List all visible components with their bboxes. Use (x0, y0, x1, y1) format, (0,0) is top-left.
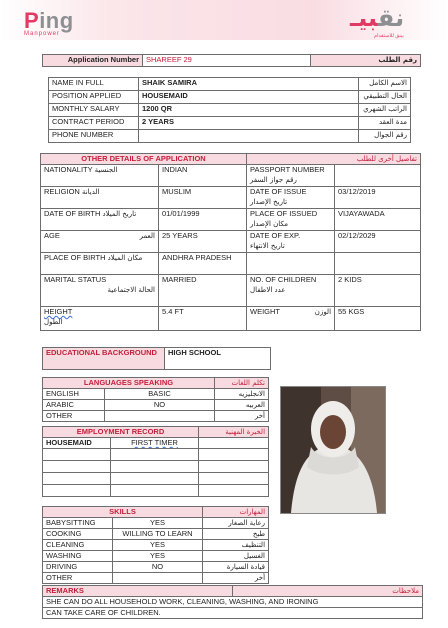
other-details-table (40, 153, 421, 331)
applicant-photo (280, 386, 386, 514)
personal-label: NAME IN FULL (49, 78, 139, 91)
skill-value: YES (113, 518, 203, 529)
detail-value: 01/01/1999 (159, 209, 247, 231)
personal-value: HOUSEMAID (139, 91, 359, 104)
skill-label: CLEANING (43, 540, 113, 551)
detail-row (41, 275, 421, 307)
detail-value: 02/12/2029 (335, 231, 421, 253)
skill-value: NO (113, 562, 203, 573)
detail-label: HEIGHT الطول (41, 307, 159, 331)
application-number-label-ar: رقم الطلب (311, 55, 421, 67)
personal-label: PHONE NUMBER (49, 130, 139, 143)
logo-en-rest: ing (39, 8, 74, 33)
detail-label: DATE OF ISSUE تاريخ الإصدار (247, 187, 335, 209)
detail-label: WEIGHT الوزن (247, 307, 335, 331)
employment-row (43, 485, 269, 497)
employment-cell (111, 473, 199, 485)
employment-row (43, 438, 269, 449)
language-label-ar: الانجليزيه (215, 389, 269, 400)
logo-en-subtitle: Manpower (24, 31, 61, 37)
detail-label: DATE OF EXP. تاريخ الانتهاء (247, 231, 335, 253)
detail-row (41, 307, 421, 331)
personal-row (49, 104, 411, 117)
personal-value: 2 YEARS (139, 117, 359, 130)
detail-value: 25 YEARS (159, 231, 247, 253)
personal-value (139, 130, 359, 143)
employment-cell: HOUSEMAID (43, 438, 111, 449)
employment-table (42, 426, 269, 497)
employment-cell (43, 449, 111, 461)
employment-title-ar: الخبرة المهنية (199, 427, 269, 438)
education-label: EDUCATIONAL BACKGROUND (43, 348, 165, 370)
employment-cell: FIRST TIMER (111, 438, 199, 449)
detail-value: ANDHRA PRADESH (159, 253, 247, 275)
detail-row (41, 209, 421, 231)
skill-label-ar: التنظيف (203, 540, 269, 551)
personal-label-ar: الحال التطبيقي (359, 91, 411, 104)
skills-table (42, 506, 269, 584)
logo-ar-rest: نق (377, 4, 405, 32)
detail-label: NO. OF CHILDREN عدد الاطفال (247, 275, 335, 307)
employment-row (43, 473, 269, 485)
application-number-label: Application Number (43, 55, 143, 67)
detail-value: 55 KGS (335, 307, 421, 331)
detail-label (247, 253, 335, 275)
personal-label: CONTRACT PERIOD (49, 117, 139, 130)
employment-row (43, 461, 269, 473)
skill-label-ar: طبخ (203, 529, 269, 540)
other-details-title: OTHER DETAILS OF APPLICATION (41, 154, 247, 165)
skill-label-ar: أخر (203, 573, 269, 584)
skill-label: COOKING (43, 529, 113, 540)
skill-label: OTHER (43, 573, 113, 584)
employment-cell (43, 485, 111, 497)
detail-label: PLACE OF ISSUED مكان الإصدار (247, 209, 335, 231)
other-details-title-ar: تفاصيل أخرى للطلب (247, 154, 421, 165)
detail-label: DATE OF BIRTH تاريخ الميلاد (41, 209, 159, 231)
language-label: ARABIC (43, 400, 105, 411)
employment-cell (111, 461, 199, 473)
personal-label-ar: الراتب الشهري (359, 104, 411, 117)
education-value: HIGH SCHOOL (165, 348, 271, 370)
employment-cell (111, 449, 199, 461)
employment-cell (199, 461, 269, 473)
detail-label: NATIONALITY الجنسية (41, 165, 159, 187)
language-value: NO (105, 400, 215, 411)
employment-cell (43, 473, 111, 485)
remarks-line-2: CAN TAKE CARE OF CHILDREN. (43, 608, 423, 619)
logo-ar-prefix: بيـ (350, 4, 378, 32)
language-row (43, 411, 269, 422)
detail-value: 5.4 FT (159, 307, 247, 331)
detail-label: MARITAL STATUS الحالة الاجتماعية (41, 275, 159, 307)
detail-value: MUSLIM (159, 187, 247, 209)
skill-label: DRIVING (43, 562, 113, 573)
skills-title-ar: المهارات (203, 507, 269, 518)
skill-label: BABYSITTING (43, 518, 113, 529)
logo-ar-subtitle: بينق للاستقدام (374, 33, 404, 39)
employment-cell (199, 438, 269, 449)
language-value: BASIC (105, 389, 215, 400)
language-label-ar: العربيه (215, 400, 269, 411)
language-label: ENGLISH (43, 389, 105, 400)
skill-label-ar: قيادة السيارة (203, 562, 269, 573)
detail-row (41, 231, 421, 253)
personal-row (49, 117, 411, 130)
languages-title-ar: تكلم اللغات (215, 378, 269, 389)
skill-row (43, 518, 269, 529)
application-number-table (42, 54, 421, 67)
personal-label-ar: الاسم الكامل (359, 78, 411, 91)
detail-row (41, 165, 421, 187)
detail-value: MARRIED (159, 275, 247, 307)
personal-row (49, 78, 411, 91)
skill-label-ar: الغسيل (203, 551, 269, 562)
detail-value (335, 165, 421, 187)
detail-label: RELIGION الديانة (41, 187, 159, 209)
remarks-label-ar: ملاحظات (233, 586, 423, 597)
remarks-label: REMARKS (43, 586, 233, 597)
languages-title: LANGUAGES SPEAKING (43, 378, 215, 389)
skill-value: YES (113, 551, 203, 562)
personal-label: POSITION APPLIED (49, 91, 139, 104)
skill-value: YES (113, 540, 203, 551)
language-row (43, 389, 269, 400)
employment-cell (199, 485, 269, 497)
personal-info-table (48, 77, 411, 143)
detail-value: 03/12/2019 (335, 187, 421, 209)
employment-title: EMPLOYMENT RECORD (43, 427, 199, 438)
personal-row (49, 130, 411, 143)
language-value (105, 411, 215, 422)
skills-title: SKILLS (43, 507, 203, 518)
language-label: OTHER (43, 411, 105, 422)
skill-row (43, 540, 269, 551)
employment-cell (43, 461, 111, 473)
skill-row (43, 529, 269, 540)
logo-en-prefix: P (24, 8, 40, 33)
remarks-table (42, 585, 423, 619)
skill-row (43, 562, 269, 573)
employment-row (43, 449, 269, 461)
detail-row (41, 253, 421, 275)
detail-value (335, 253, 421, 275)
languages-table (42, 377, 269, 422)
skill-row (43, 551, 269, 562)
skill-value (113, 573, 203, 584)
detail-value: 2 KIDS (335, 275, 421, 307)
personal-label-ar: رقم الجوال (359, 130, 411, 143)
personal-row (49, 91, 411, 104)
detail-value: VIJAYAWADA (335, 209, 421, 231)
education-table (42, 347, 271, 370)
detail-label: PASSPORT NUMBER رقم جواز السفر (247, 165, 335, 187)
skill-label-ar: رعاية الصغار (203, 518, 269, 529)
detail-row (41, 187, 421, 209)
personal-label-ar: مدة العقد (359, 117, 411, 130)
detail-label: PLACE OF BIRTH مكان الميلاد (41, 253, 159, 275)
applicant-photo-image (281, 387, 385, 513)
remarks-line-1: SHE CAN DO ALL HOUSEHOLD WORK, CLEANING, WASHING, AND IRONING (43, 597, 423, 608)
employment-cell (199, 449, 269, 461)
ping-logo-ar (350, 4, 404, 32)
language-label-ar: أخر (215, 411, 269, 422)
application-number-value: SHAREEF 29 (143, 55, 311, 67)
personal-value: SHAIK SAMIRA (139, 78, 359, 91)
personal-value: 1200 QR (139, 104, 359, 117)
employment-cell (111, 485, 199, 497)
employment-cell (199, 473, 269, 485)
skill-label: WASHING (43, 551, 113, 562)
detail-label: AGE العمر (41, 231, 159, 253)
detail-value: INDIAN (159, 165, 247, 187)
personal-label: MONTHLY SALARY (49, 104, 139, 117)
skill-row (43, 573, 269, 584)
skill-value: WILLING TO LEARN (113, 529, 203, 540)
language-row (43, 400, 269, 411)
